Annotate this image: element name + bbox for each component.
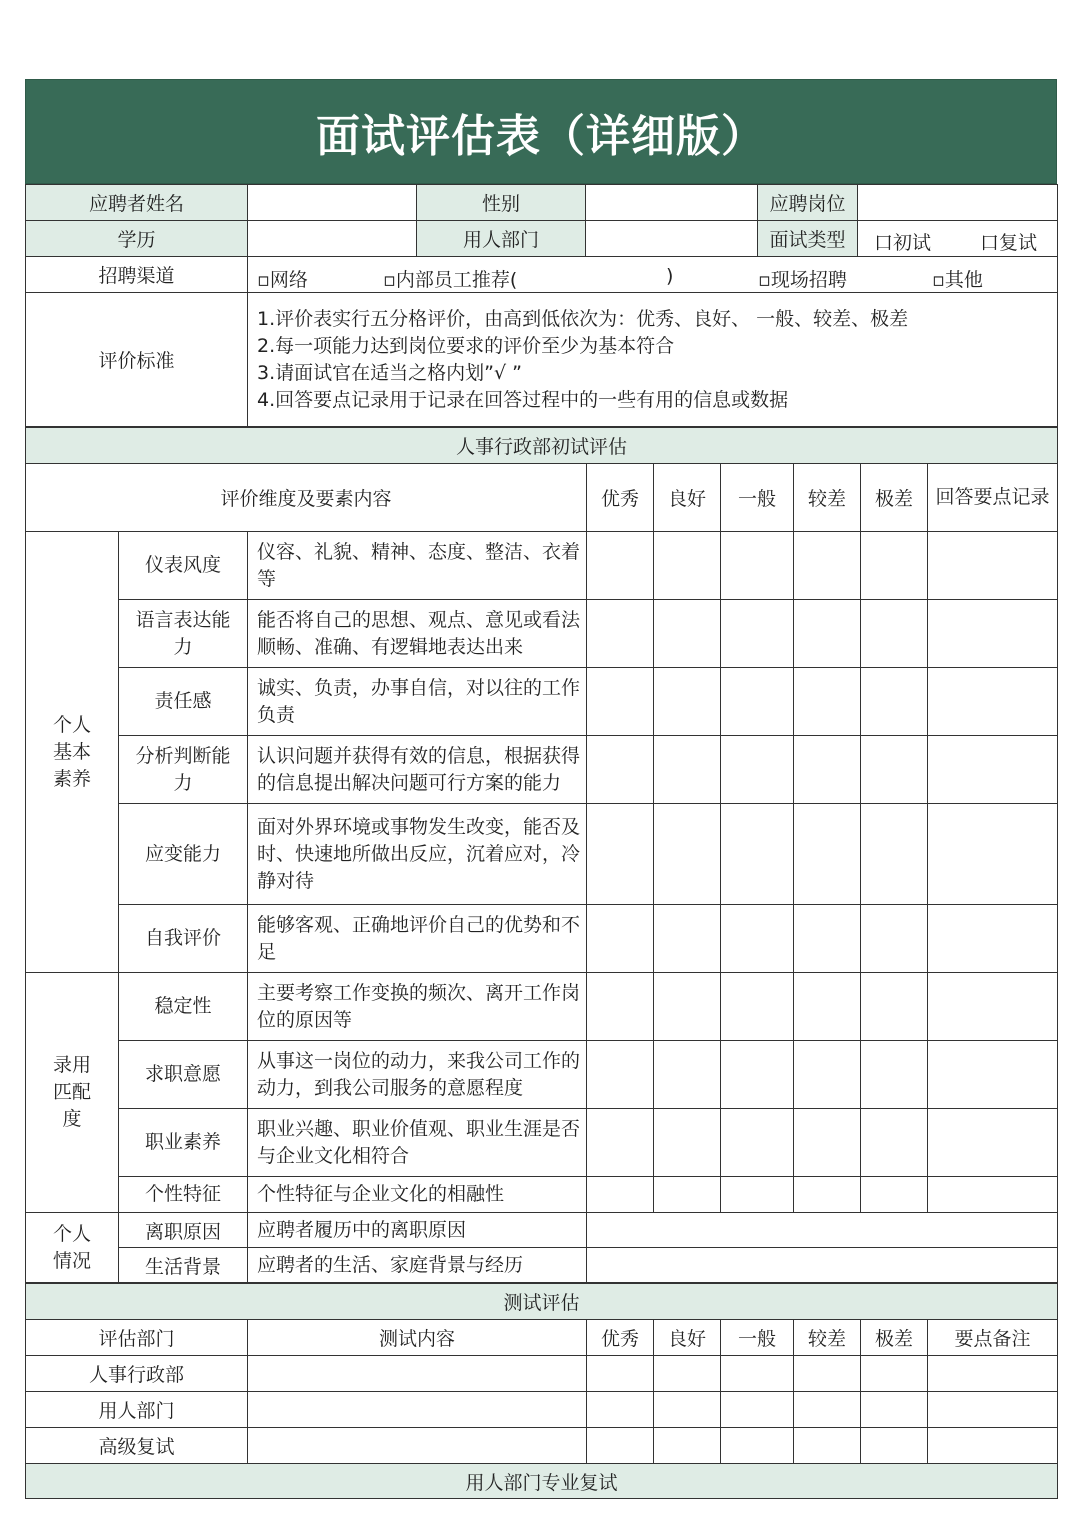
rating-cell[interactable]	[794, 1392, 861, 1428]
channel-online-checkbox[interactable]: ▫网络	[257, 269, 308, 291]
channel-options	[248, 257, 1058, 293]
rating-header-bad: 极差	[861, 464, 928, 532]
channel-referral-checkbox[interactable]: ▫内部员工推荐(	[383, 269, 518, 291]
rating-cell[interactable]	[587, 532, 654, 600]
rating-cell[interactable]	[721, 804, 794, 905]
notes-cell[interactable]	[928, 905, 1058, 973]
rating-cell[interactable]	[861, 736, 928, 804]
test-content-header: 测试内容	[248, 1320, 587, 1356]
notes-cell[interactable]	[928, 600, 1058, 668]
dept-field[interactable]	[586, 221, 758, 257]
eval-dept-name: 高级复试	[26, 1428, 248, 1464]
rating-cell[interactable]	[587, 1109, 654, 1177]
group-personal-situation: 个人情况	[26, 1213, 119, 1283]
item-name: 个性特征	[119, 1177, 248, 1213]
rating-cell[interactable]	[654, 1356, 721, 1392]
item-name: 稳定性	[119, 973, 248, 1041]
channel-referral-close: )	[666, 265, 674, 287]
rating-cell[interactable]	[587, 973, 654, 1041]
rating-cell[interactable]	[794, 1356, 861, 1392]
item-desc: 认识问题并获得有效的信息，根据获得的信息提出解决问题可行方案的能力	[248, 736, 587, 804]
position-field[interactable]	[858, 185, 1058, 221]
remarks-cell[interactable]	[928, 1356, 1058, 1392]
criteria-line: 4.回答要点记录用于记录在回答过程中的一些有用的信息或数据	[257, 388, 789, 411]
rating-header-good: 良好	[654, 464, 721, 532]
rating-cell[interactable]	[794, 1177, 861, 1213]
item-desc: 职业兴趣、职业价值观、职业生涯是否与企业文化相符合	[248, 1109, 587, 1177]
notes-cell[interactable]	[928, 1041, 1058, 1109]
education-label: 学历	[26, 221, 248, 257]
rating-cell[interactable]	[587, 736, 654, 804]
evaluation-sheet	[25, 79, 1057, 1499]
item-desc: 仪容、礼貌、精神、态度、整洁、衣着等	[248, 532, 587, 600]
rating-cell[interactable]	[587, 668, 654, 736]
item-name: 生活背景	[119, 1248, 248, 1283]
notes-cell[interactable]	[928, 668, 1058, 736]
test-evaluation-table	[25, 1283, 1058, 1499]
criteria-text	[248, 293, 1058, 427]
initial-evaluation-table	[25, 427, 1058, 1283]
name-label: 应聘者姓名	[26, 185, 248, 221]
rating-cell[interactable]	[794, 973, 861, 1041]
rating-cell[interactable]	[721, 1356, 794, 1392]
rating-cell[interactable]	[654, 600, 721, 668]
dept-label: 用人部门	[417, 221, 586, 257]
item-desc: 能否将自己的思想、观点、意见或看法顺畅、准确、有逻辑地表达出来	[248, 600, 587, 668]
criteria-line: 1.评价表实行五分格评价，由高到低依次为：优秀、良好、 一般、较差、极差	[257, 307, 909, 330]
rating-header-poor: 较差	[794, 464, 861, 532]
rating-cell[interactable]	[587, 1428, 654, 1464]
rating-cell[interactable]	[721, 600, 794, 668]
rating-cell[interactable]	[721, 736, 794, 804]
rating-cell[interactable]	[861, 668, 928, 736]
remarks-cell[interactable]	[928, 1428, 1058, 1464]
item-name: 责任感	[119, 668, 248, 736]
rating-cell[interactable]	[587, 804, 654, 905]
notes-cell[interactable]	[928, 804, 1058, 905]
item-desc: 应聘者的生活、家庭背景与经历	[248, 1248, 587, 1283]
rating-cell[interactable]	[861, 1356, 928, 1392]
rating-cell[interactable]	[721, 973, 794, 1041]
item-desc: 面对外界环境或事物发生改变，能否及时、快速地所做出反应，沉着应对，冷静对待	[248, 804, 587, 905]
rating-header-excellent: 优秀	[587, 1320, 654, 1356]
rating-cell[interactable]	[654, 973, 721, 1041]
rating-cell[interactable]	[654, 1428, 721, 1464]
rating-cell[interactable]	[654, 1109, 721, 1177]
notes-cell[interactable]	[928, 1109, 1058, 1177]
item-name: 语言表达能力	[119, 600, 248, 668]
item-name: 离职原因	[119, 1213, 248, 1248]
eval-dept-name: 用人部门	[26, 1392, 248, 1428]
rating-cell[interactable]	[587, 600, 654, 668]
gender-field[interactable]	[586, 185, 758, 221]
item-desc: 个性特征与企业文化的相融性	[248, 1177, 587, 1213]
rating-cell[interactable]	[587, 1041, 654, 1109]
rating-cell[interactable]	[721, 532, 794, 600]
rating-cell[interactable]	[587, 1356, 654, 1392]
rating-cell[interactable]	[654, 905, 721, 973]
rating-cell[interactable]	[794, 736, 861, 804]
section-professional-title: 用人部门专业复试	[26, 1464, 1058, 1499]
name-field[interactable]	[248, 185, 417, 221]
rating-cell[interactable]	[721, 1428, 794, 1464]
form-title: 面试评估表（详细版）	[25, 79, 1057, 184]
rating-cell[interactable]	[861, 1428, 928, 1464]
rating-header-good: 良好	[654, 1320, 721, 1356]
rating-cell[interactable]	[654, 1041, 721, 1109]
test-content-cell[interactable]	[248, 1356, 587, 1392]
rating-cell[interactable]	[861, 600, 928, 668]
item-name: 求职意愿	[119, 1041, 248, 1109]
criteria-label: 评价标准	[26, 293, 248, 427]
rating-cell[interactable]	[861, 532, 928, 600]
notes-cell[interactable]	[928, 973, 1058, 1041]
item-name: 职业素养	[119, 1109, 248, 1177]
rating-cell[interactable]	[794, 1041, 861, 1109]
rating-header-poor: 较差	[794, 1320, 861, 1356]
rating-cell[interactable]	[861, 905, 928, 973]
remarks-header: 要点备注	[928, 1320, 1058, 1356]
eval-dept-name: 人事行政部	[26, 1356, 248, 1392]
rating-cell[interactable]	[721, 1109, 794, 1177]
group-hiring-fit: 录用匹配度	[26, 973, 119, 1213]
rating-cell[interactable]	[794, 1428, 861, 1464]
group-basic-qualities: 个人基本素养	[26, 532, 119, 973]
section-initial-title: 人事行政部初试评估	[26, 428, 1058, 464]
basic-info-table	[25, 184, 1058, 427]
rating-cell[interactable]	[861, 1392, 928, 1428]
item-desc: 应聘者履历中的离职原因	[248, 1213, 587, 1248]
rating-header-excellent: 优秀	[587, 464, 654, 532]
rating-cell[interactable]	[654, 668, 721, 736]
test-content-cell[interactable]	[248, 1392, 587, 1428]
criteria-line: 2.每一项能力达到岗位要求的评价至少为基本符合	[257, 334, 675, 357]
rating-cell[interactable]	[654, 804, 721, 905]
rating-cell[interactable]	[721, 668, 794, 736]
item-name: 应变能力	[119, 804, 248, 905]
rating-cell[interactable]	[654, 736, 721, 804]
rating-cell[interactable]	[721, 1392, 794, 1428]
notes-cell[interactable]	[928, 532, 1058, 600]
notes-cell[interactable]	[928, 1177, 1058, 1213]
education-field[interactable]	[248, 221, 417, 257]
test-content-cell[interactable]	[248, 1428, 587, 1464]
channel-other-checkbox[interactable]: ▫其他	[932, 269, 983, 291]
rating-cell[interactable]	[587, 1392, 654, 1428]
rating-cell[interactable]	[587, 905, 654, 973]
rating-cell[interactable]	[794, 600, 861, 668]
gender-label: 性别	[417, 185, 586, 221]
second-interview-checkbox[interactable]: 口复试	[980, 232, 1038, 254]
rating-header-average: 一般	[721, 464, 794, 532]
rating-cell[interactable]	[721, 1177, 794, 1213]
rating-cell[interactable]	[794, 1109, 861, 1177]
rating-cell[interactable]	[654, 1392, 721, 1428]
first-interview-checkbox[interactable]: 口初试	[874, 232, 932, 254]
rating-cell[interactable]	[861, 804, 928, 905]
rating-cell[interactable]	[861, 1109, 928, 1177]
item-name: 自我评价	[119, 905, 248, 973]
rating-cell[interactable]	[861, 1177, 928, 1213]
notes-header: 回答要点记录	[928, 464, 1058, 532]
section-test-title: 测试评估	[26, 1284, 1058, 1320]
interview-type-field	[858, 221, 1058, 257]
answer-cell[interactable]	[587, 1248, 1058, 1283]
channel-label: 招聘渠道	[26, 257, 248, 293]
answer-cell[interactable]	[587, 1213, 1058, 1248]
rating-header-bad: 极差	[861, 1320, 928, 1356]
rating-header-average: 一般	[721, 1320, 794, 1356]
item-desc: 诚实、负责，办事自信，对以往的工作负责	[248, 668, 587, 736]
channel-onsite-checkbox[interactable]: ▫现场招聘	[758, 269, 847, 291]
rating-cell[interactable]	[861, 1041, 928, 1109]
item-desc: 从事这一岗位的动力，来我公司工作的动力，到我公司服务的意愿程度	[248, 1041, 587, 1109]
criteria-line: 3.请面试官在适当之格内划”√ ”	[257, 361, 522, 384]
rating-cell[interactable]	[794, 804, 861, 905]
rating-cell[interactable]	[654, 1177, 721, 1213]
item-desc: 能够客观、正确地评价自己的优势和不足	[248, 905, 587, 973]
rating-cell[interactable]	[721, 905, 794, 973]
rating-cell[interactable]	[587, 1177, 654, 1213]
eval-dept-header: 评估部门	[26, 1320, 248, 1356]
notes-cell[interactable]	[928, 736, 1058, 804]
interview-type-label: 面试类型	[758, 221, 858, 257]
item-name: 仪表风度	[119, 532, 248, 600]
rating-cell[interactable]	[794, 668, 861, 736]
remarks-cell[interactable]	[928, 1392, 1058, 1428]
dimension-header: 评价维度及要素内容	[26, 464, 587, 532]
rating-cell[interactable]	[794, 905, 861, 973]
rating-cell[interactable]	[861, 973, 928, 1041]
position-label: 应聘岗位	[758, 185, 858, 221]
rating-cell[interactable]	[654, 532, 721, 600]
rating-cell[interactable]	[721, 1041, 794, 1109]
rating-cell[interactable]	[794, 532, 861, 600]
item-name: 分析判断能力	[119, 736, 248, 804]
item-desc: 主要考察工作变换的频次、离开工作岗位的原因等	[248, 973, 587, 1041]
